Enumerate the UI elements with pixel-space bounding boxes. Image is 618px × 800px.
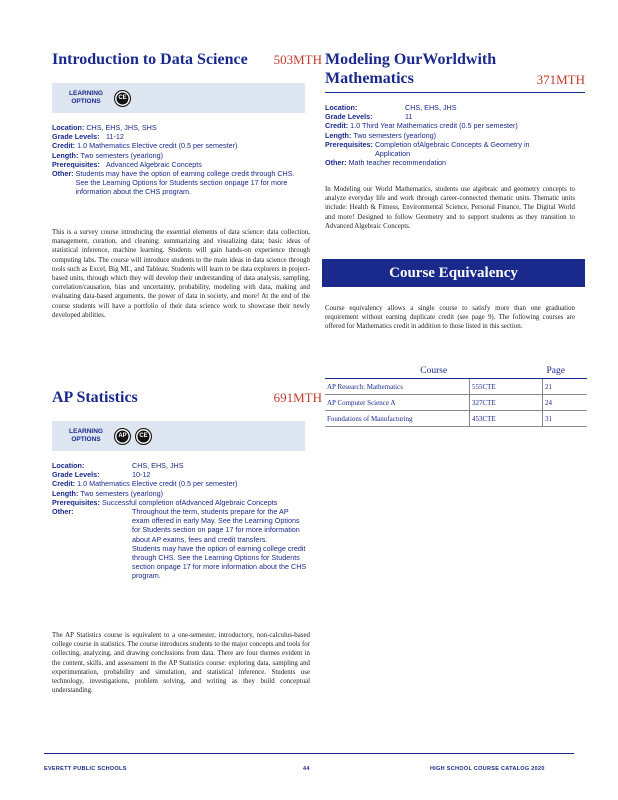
course-info: [325, 103, 585, 167]
prereq-value: Completion ofAlgebraic Concepts & Geometry in Application: [374, 139, 530, 159]
table-row: [325, 411, 587, 427]
course-code: 371MTH: [536, 72, 585, 87]
grade-label: Grade Levels:: [52, 470, 100, 480]
length-value: Two semesters (yearlong): [353, 130, 437, 140]
table-cell-course: AP Research: Mathematics: [325, 379, 470, 395]
length-value: Two semesters (yearlong): [80, 150, 164, 160]
prereq-value: Advanced Algebraic Concepts: [106, 159, 202, 169]
course-info: [52, 123, 307, 197]
course-ap-statistics: [52, 388, 322, 407]
course-info: [52, 461, 307, 581]
footer-district: EVERETT PUBLIC SCHOOLS: [44, 766, 127, 772]
other-label: Other:: [52, 169, 74, 179]
grade-label: Grade Levels:: [52, 132, 100, 142]
grade-value: 11-12: [106, 132, 124, 142]
ap-badge-icon: AP: [114, 428, 131, 445]
learning-options-bar: [52, 83, 305, 113]
grade-value: 11: [405, 112, 413, 122]
grade-label: Grade Levels:: [325, 112, 373, 122]
table-cell-page: 21: [543, 379, 588, 395]
equivalency-table: [325, 364, 587, 427]
location-label: Location:: [52, 461, 85, 470]
learning-options-bar: [52, 421, 305, 451]
table-header-course: Course: [325, 364, 543, 379]
table-cell-code: 453CTE: [470, 411, 543, 427]
credit-value: 1.0 Third Year Mathematics credit (0.5 per semester): [350, 121, 518, 131]
credit-label: Credit:: [52, 479, 76, 489]
prereq-label: Prerequisites:: [325, 139, 373, 149]
grade-value: 10-12: [132, 470, 151, 480]
course-intro-data-science: [52, 50, 322, 69]
course-code: 503MTH: [273, 52, 322, 67]
equivalency-description: Course equivalency allows a single course to satisfy more than one graduation requirement without earning duplicate credit (see page 9). The following courses are offered for Mathematics credit in addition to those listed in this section.: [325, 305, 575, 331]
table-cell-course: Foundations of Manufacturing: [325, 411, 470, 427]
credit-label: Credit:: [52, 141, 76, 151]
other-label: Other:: [52, 507, 74, 517]
course-description: The AP Statistics course is equivalent to a one-semester, introductory, non-calculus-based college course in statistics. The course introduces students to the major concepts and tools for collecting, analyzing, and drawing conclusions from data. There are four themes evident in the content, skills, and assessment in the AP Statistics course: exploring data, sampling and experimentation, probability and simulation, and statistical inference. Students use technology, investigations, problem solving, and writing as they build conceptual understanding.: [52, 632, 311, 695]
course-title: Introduction to Data Science: [52, 51, 248, 68]
location-label: Location:: [52, 123, 85, 132]
footer-catalog: HIGH SCHOOL COURSE CATALOG 2020: [430, 766, 545, 772]
table-header-page: Page: [543, 364, 588, 379]
location-label: Location:: [325, 103, 358, 112]
length-label: Length:: [52, 150, 79, 160]
table-cell-code: 327CTE: [470, 395, 543, 411]
learning-options-label: LEARNING OPTIONS: [69, 90, 103, 105]
other-value-ap: Throughout the term, students prepare for the AP exam offered in early May. See the Learning Options for Students section on page 17 for more information about AP exams, fees and credit transfers.: [132, 507, 300, 544]
other-value-chs: Students may have the option of earning college credit through CHS. See the Learning Options for Students section onpage 17 for more information about the CHS program.: [132, 543, 307, 581]
footer-divider: [44, 753, 574, 754]
credit-label: Credit:: [325, 121, 349, 131]
table-cell-course: AP Computer Science A: [325, 395, 470, 411]
course-code: 691MTH: [273, 390, 322, 405]
credit-value: 1.0 Mathematics Elective credit (0.5 per semester): [77, 479, 238, 489]
length-value: Two semesters (yearlong): [80, 488, 164, 498]
prereq-label: Prerequisites:: [52, 159, 100, 169]
divider: [325, 92, 585, 93]
other-label: Other:: [325, 158, 347, 168]
table-row: [325, 395, 587, 411]
course-description: In Modeling our World Mathematics, students use algebraic and geometry concepts to analyze everyday life and work through career-connected thematic units. Thematic units include: Health & Fitness, Environmental Science, Personal Finance, The Digital World and more! Designed to follow Geometry and to support students as they transition to Advanced Algebraic Concepts.: [325, 186, 575, 230]
location-value: CHS, EHS, JHS, SHS: [86, 123, 157, 132]
other-value: Math teacher recommendation: [348, 158, 447, 168]
table-cell-page: 24: [543, 395, 588, 411]
other-value: Students may have the option of earning college credit through CHS. See the Learning Options for Students section onpage 17 for more information about the CHS program.: [75, 169, 295, 197]
table-cell-code: 555CTE: [470, 379, 543, 395]
table-cell-page: 31: [543, 411, 588, 427]
length-label: Length:: [52, 488, 79, 498]
table-row: [325, 379, 587, 395]
credit-value: 1.0 Mathematics Elective credit (0.5 per semester): [77, 141, 238, 151]
course-title: AP Statistics: [52, 389, 138, 406]
course-title: Modeling OurWorldwith Mathematics: [325, 51, 497, 87]
ce-badge-icon: CE: [135, 428, 152, 445]
learning-options-label: LEARNING OPTIONS: [69, 428, 103, 443]
prereq-value: Successful completion ofAdvanced Algebraic Concepts: [101, 497, 278, 507]
location-value: CHS, EHS, JHS: [132, 461, 184, 470]
ce-badge-icon: CE: [114, 90, 131, 107]
course-equivalency-banner: Course Equivalency: [322, 259, 585, 287]
length-label: Length:: [325, 130, 352, 140]
prereq-label: Prerequisites:: [52, 497, 100, 507]
location-value: CHS, EHS, JHS: [405, 103, 457, 112]
course-description: This is a survey course introducing the essential elements of data science: data collection, management, curation, and cleaning; summarizing and visualizing data; basic ideas of statistical inference, machine learning. Students will gain hands-on experience through computing labs. The course will introduce students to the main ideas in data science through tools such as Excel, Big ML, and Tableau. Students will learn to be data explorers in project-based units, through which they will develop their understanding of data analysis, sampling, correlation/causation, bias and uncertainty, probability, modeling with data, making and evaluating data-based arguments, the power of data in society, and more! At the end of the course students will have a portfolio of their data science work to showcase their newly developed abilities.: [52, 229, 310, 319]
footer-page-number: 44: [303, 766, 310, 772]
